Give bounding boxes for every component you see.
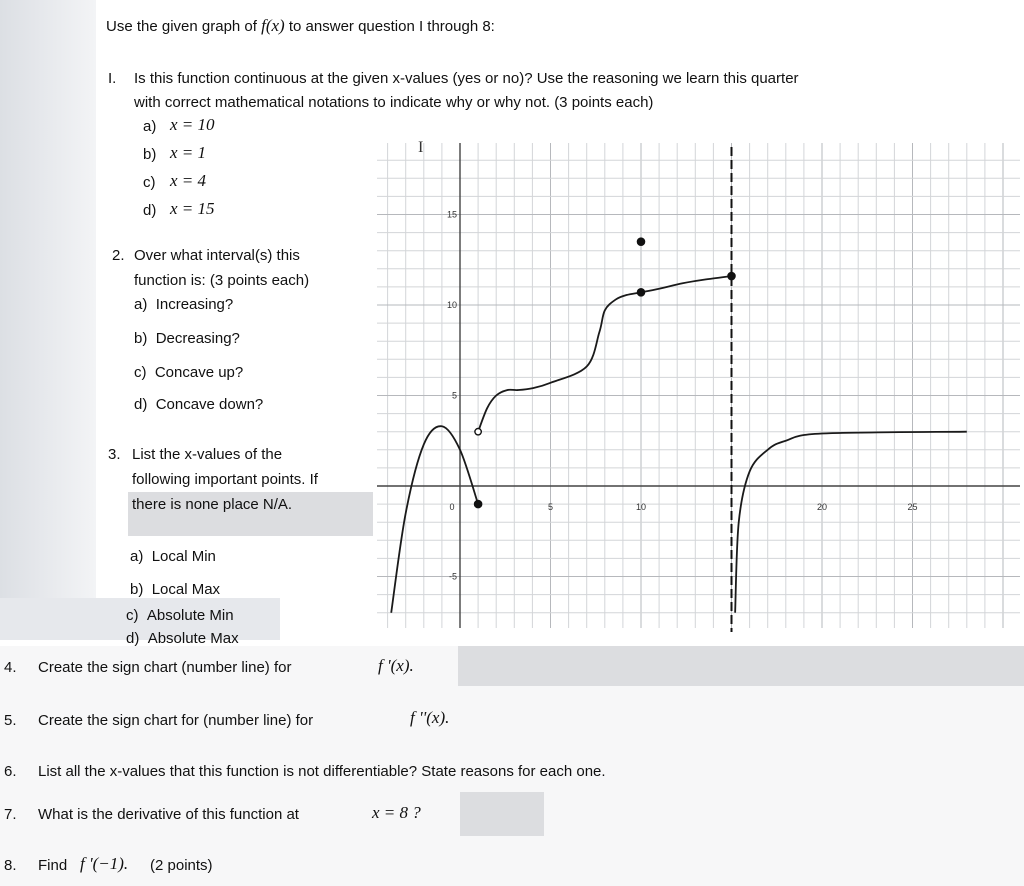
y-tick-label: 5 xyxy=(451,390,457,401)
closed-point xyxy=(475,501,482,508)
q1-number: I. xyxy=(108,70,117,87)
q3-item-c: c) Absolute Min xyxy=(126,607,234,624)
q3-item-a: a) Local Min xyxy=(130,548,216,565)
q1-item-d-label: d) xyxy=(143,202,157,219)
text-cursor-icon: I xyxy=(418,139,424,156)
q4-number: 4. xyxy=(4,659,17,676)
graph-axes xyxy=(377,143,1020,628)
q2-line1: Over what interval(s) this xyxy=(134,247,300,264)
q3-line3: there is none place N/A. xyxy=(132,496,293,513)
q1-item-c-expr: x = 4 xyxy=(170,171,207,190)
y-tick-label: 15 xyxy=(446,209,457,220)
y-tick-label: 10 xyxy=(446,300,457,310)
q2-item-b: b) Decreasing? xyxy=(134,330,240,347)
q1-line2: with correct mathematical notations to indicate why or why not. (3 points each) xyxy=(134,94,654,111)
q5-text: Create the sign chart for (number line) for xyxy=(38,712,314,729)
q3-line2: following important points. If xyxy=(132,471,318,488)
q7-number: 7. xyxy=(4,806,17,823)
instructions-suffix: to answer question I through 8: xyxy=(288,18,495,35)
x-tick-label: 10 xyxy=(635,502,647,512)
q8-text: Find xyxy=(38,857,68,874)
q1-item-a-expr: x = 10 xyxy=(170,115,215,134)
x-tick-label: 0 xyxy=(449,502,455,512)
q7-expr: x = 8 ? xyxy=(372,803,421,822)
q7-text: What is the derivative of this function at xyxy=(38,806,299,823)
q2-item-c: c) Concave up? xyxy=(134,364,244,381)
x-tick-label: 20 xyxy=(816,502,828,512)
q2-number: 2. xyxy=(112,247,125,264)
closed-point xyxy=(637,289,644,296)
x-tick-label: 5 xyxy=(547,502,554,512)
instructions-line xyxy=(106,17,495,36)
q3-number: 3. xyxy=(108,446,121,463)
q1-item-d-expr: x = 15 xyxy=(170,199,215,218)
x-tick-label: 25 xyxy=(907,502,918,512)
q2-item-d: d) Concave down? xyxy=(134,396,264,413)
y-tick-label: -5 xyxy=(448,571,457,582)
q1-item-a-label: a) xyxy=(143,118,157,135)
q5-fx: f ''(x). xyxy=(410,708,450,727)
open-point xyxy=(475,429,481,435)
instructions-prefix: Use the given graph of xyxy=(106,18,257,35)
q3-line1: List the x-values of the xyxy=(132,446,283,463)
q1-item-b-label: b) xyxy=(143,146,157,163)
curve-segment-1 xyxy=(391,426,478,613)
q8-suffix: (2 points) xyxy=(150,857,213,874)
graph-grid xyxy=(377,143,1020,628)
q6-number: 6. xyxy=(4,763,17,780)
q1-item-c-label: c) xyxy=(143,174,156,191)
q3-item-b: b) Local Max xyxy=(130,581,221,598)
closed-point xyxy=(637,238,644,245)
graph-curves xyxy=(391,147,967,632)
q1-line1: Is this function continuous at the given x-values (yes or no)? Use the reasoning we learn this quarter xyxy=(134,70,799,87)
closed-point xyxy=(728,272,735,279)
q4-text: Create the sign chart (number line) for xyxy=(38,659,292,676)
q5-number: 5. xyxy=(4,712,17,729)
q8-number: 8. xyxy=(4,857,17,874)
q4-fx: f '(x). xyxy=(378,656,414,675)
q2-line2: function is: (3 points each) xyxy=(134,272,310,289)
q3-item-d: d) Absolute Max xyxy=(126,630,239,647)
instructions-fx: f(x) xyxy=(261,16,285,35)
q6-text: List all the x-values that this function is not differentiable? State reasons for each one. xyxy=(38,763,606,780)
q8-expr: f '(−1). xyxy=(80,854,129,873)
q2-item-a: a) Increasing? xyxy=(134,296,234,313)
q1-item-b-expr: x = 1 xyxy=(170,143,207,162)
